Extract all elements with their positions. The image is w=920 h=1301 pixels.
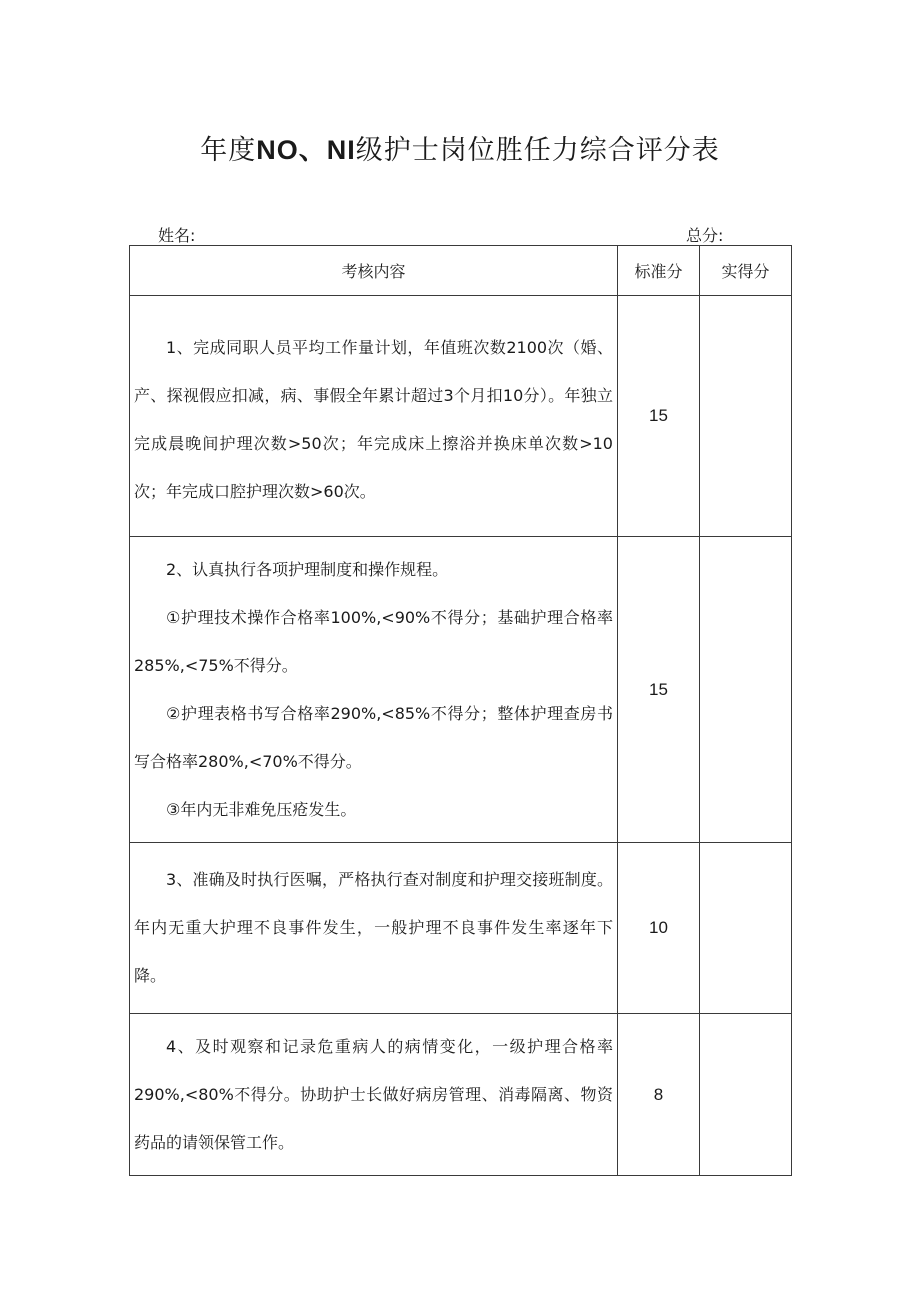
content-paragraph: ③年内无非难免压疮发生。 xyxy=(166,799,357,819)
content-paragraph: 3、准确及时执行医嘱，严格执行查对制度和护理交接班制度。年内无重大护理不良事件发生，一般护理不良事件发生率逐年下降。 xyxy=(134,870,613,985)
standard-score: 15 xyxy=(618,537,700,843)
standard-score: 10 xyxy=(618,843,700,1014)
title-level-code: NO、NI xyxy=(256,135,356,165)
assessment-content xyxy=(130,537,618,843)
content-paragraph: 2、认真执行各项护理制度和操作规程。 xyxy=(166,559,449,579)
name-label: 姓名: xyxy=(158,226,196,245)
content-paragraph: 4、及时观察和记录危重病人的病情变化，一级护理合格率290%,<80%不得分。协助护士长做好病房管理、消毒隔离、物资药品的请领保管工作。 xyxy=(134,1036,613,1152)
table-row xyxy=(130,1014,792,1176)
table-row xyxy=(130,843,792,1014)
content-paragraph: ①护理技术操作合格率100%,<90%不得分；基础护理合格率285%,<75%不得分。 xyxy=(134,607,613,675)
header-standard-score: 标准分 xyxy=(618,246,700,296)
actual-score-field[interactable] xyxy=(700,843,792,1014)
content-paragraph: 1、完成同职人员平均工作量计划，年值班次数2100次（婚、产、探视假应扣减，病、事假全年累计超过3个月扣10分）。年独立完成晨晚间护理次数>50次；年完成床上擦浴并换床单次数>10次；年完成口腔护理次数>60次。 xyxy=(134,338,613,501)
score-table xyxy=(129,245,792,1176)
actual-score-field[interactable] xyxy=(700,296,792,537)
content-paragraph: ②护理表格书写合格率290%,<85%不得分；整体护理查房书写合格率280%,<70%不得分。 xyxy=(134,703,613,771)
table-row xyxy=(130,296,792,537)
actual-score-field[interactable] xyxy=(700,537,792,843)
table-header-row xyxy=(130,246,792,296)
total-score-label: 总分: xyxy=(686,226,724,245)
title-prefix: 年度 xyxy=(200,135,257,166)
standard-score: 8 xyxy=(618,1014,700,1176)
actual-score-field[interactable] xyxy=(700,1014,792,1176)
title-suffix: 级护士岗位胜任力综合评分表 xyxy=(355,135,720,166)
assessment-content xyxy=(130,296,618,537)
page-title xyxy=(0,128,920,167)
header-actual-score: 实得分 xyxy=(700,246,792,296)
standard-score: 15 xyxy=(618,296,700,537)
assessment-content xyxy=(130,1014,618,1176)
header-content: 考核内容 xyxy=(130,246,618,296)
assessment-content xyxy=(130,843,618,1014)
table-row xyxy=(130,537,792,843)
